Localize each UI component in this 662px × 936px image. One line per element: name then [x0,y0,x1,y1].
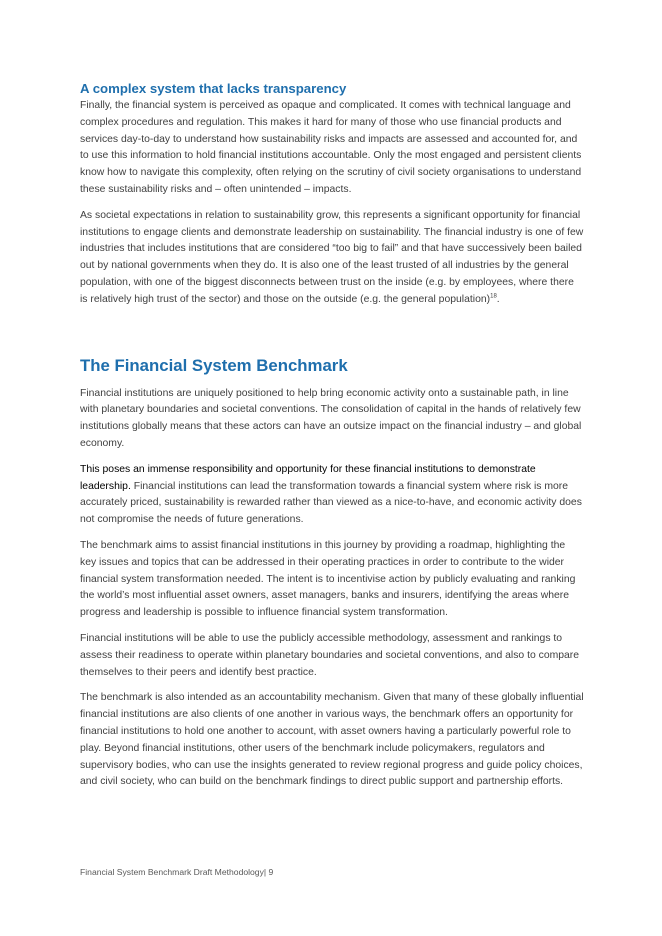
paragraph: Finally, the financial system is perceived as opaque and complicated. It comes with technical language and complex procedures and regulation. This makes it hard for many of those who use financial products and services day-to-day to understand how sustainability risks and impacts are assessed and accounted for, and to use this information to hold financial institutions accountable. Only the most engaged and persistent clients know how to navigate this complexity, often relying on the scrutiny of civil society organisations to understand these sustainability risks and – often unintended – impacts. [80,100,582,195]
section-spacer [80,318,584,355]
paragraph-end: . [496,293,500,305]
footer-title: Financial System Benchmark Draft Methodology [80,867,264,877]
footnote-reference[interactable]: 18 [490,293,497,300]
paragraph-text: Financial institutions can lead the transformation towards a financial system where risk is more accurately priced, sustainability is rewarded rather than viewed as a nice-to-have, and economic activity does not compromise the needs of future generations. [80,480,582,526]
page-content [80,80,584,800]
paragraph-lead-sentence: This poses an immense responsibility and opportunity for these financial institutions to demonstrate leadership. [80,463,536,492]
paragraph: Financial institutions will be able to use the publicly accessible methodology, assessment and rankings to assess their readiness to operate within planetary boundaries and societal conventions, and also to compare themselves to their peers and identify best practice. [80,632,580,678]
paragraph: Financial institutions are uniquely positioned to help bring economic activity onto a sustainable path, in line with planetary boundaries and societal conventions. The consolidation of capital in the hands of relatively few institutions globally means that these actors can have an outsize impact on the financial industry – and global economy. [80,387,582,449]
paragraph [80,208,584,309]
page-number: 9 [268,867,274,877]
paragraph [80,462,584,529]
page-footer [80,866,273,878]
paragraph: The benchmark is also intended as an accountability mechanism. Given that many of these globally influential financial institutions are also clients of one another in various ways, the benchmark offers an opportunity for financial institutions to hold one another to account, with asset owners having a particularly powerful role to play. Beyond financial institutions, other users of the benchmark include policymakers, regulators and supervisory bodies, who can use the insights generated to review regional progress and guide policy choices, and civil society, who can build on the benchmark findings to direct public support and partnership efforts. [80,692,584,788]
footer-separator: | [263,867,267,877]
paragraph: The benchmark aims to assist financial institutions in this journey by providing a roadmap, highlighting the key issues and topics that can be addressed in their operating practices in order to contribute to the wider financial system transformation needed. The intent is to incentivise action by publicly evaluating and ranking the world’s most influential asset owners, asset managers, banks and insurers, identifying the areas where progress and leadership is possible to influence financial system transformation. [80,539,576,619]
paragraph-text: As societal expectations in relation to sustainability grow, this represents a significant opportunity for financial institutions to engage clients and demonstrate leadership on sustainability. The financial industry is one of few industries that includes institutions that are considered “too big to fail” and that have successively been bailed out by national governments when they do. It is also one of the least trusted of all industries by the general population, with one of the biggest disconnects between trust on the inside (e.g. by employees, where there is relatively high trust of the sector) and those on the outside (e.g. the general population) [80,209,584,305]
section-heading-benchmark: The Financial System Benchmark [80,355,348,375]
section-heading-transparency: A complex system that lacks transparency [80,81,347,96]
